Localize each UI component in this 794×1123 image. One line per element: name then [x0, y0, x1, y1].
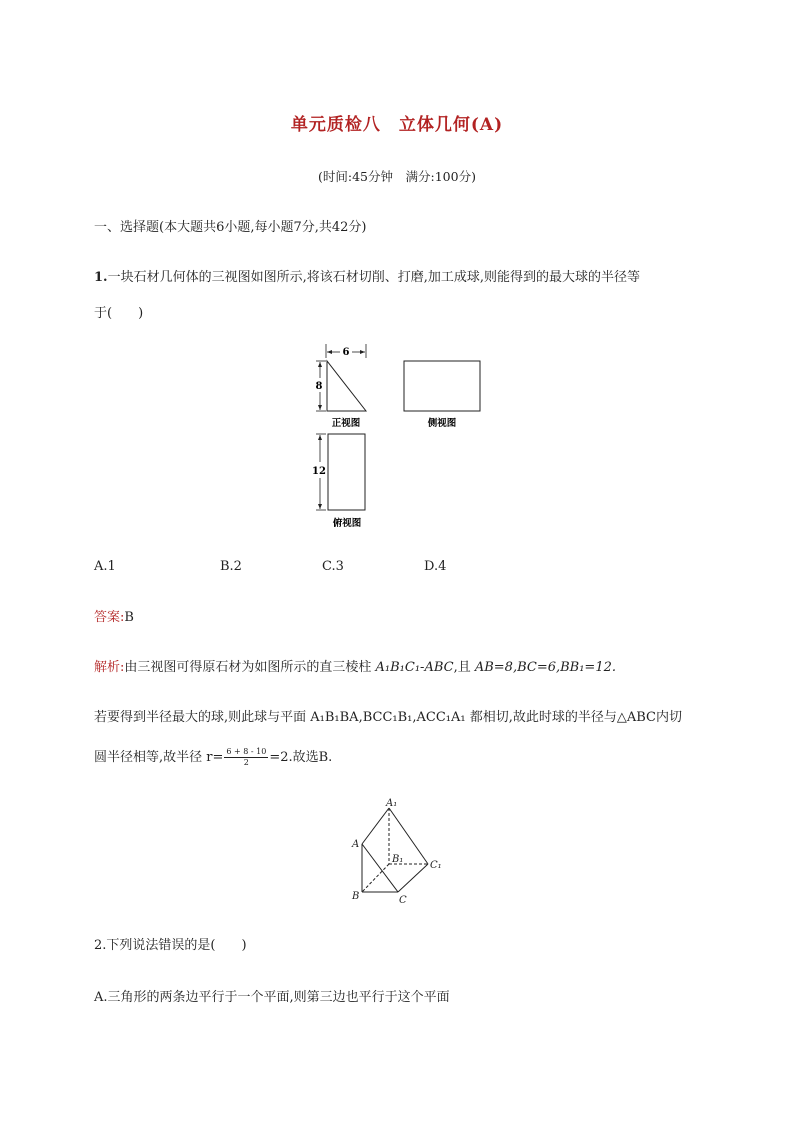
three-view-figure — [290, 340, 500, 540]
vertex-c1-label: C₁ — [430, 860, 442, 871]
question-1-line-2: 于( ) — [94, 306, 144, 321]
question-2-text: 下列说法错误的是( ) — [106, 938, 247, 953]
question-2 — [94, 934, 247, 953]
vertex-a1-label: A₁ — [386, 798, 398, 809]
question-1-line-1 — [94, 266, 640, 285]
vertex-b-label: B — [352, 891, 360, 902]
dimension-height-label: 8 — [315, 381, 323, 392]
vertex-b1-label: B₁ — [392, 854, 404, 865]
analysis-line-3: 圆半径相等,故半径 r= $\frac{6 + 8 - 10}{2}$ =2.故选B. — [94, 747, 333, 767]
vertex-c-label: C — [399, 895, 407, 906]
dimension-depth-label: 12 — [312, 466, 326, 477]
option-b[interactable]: B.2 — [220, 559, 242, 574]
question-2-number: 2. — [94, 938, 107, 953]
answer-value: B — [124, 610, 134, 625]
option-d[interactable]: D.4 — [424, 559, 447, 574]
dimension-depth — [312, 434, 326, 510]
analysis-label: 解析: — [94, 660, 125, 675]
top-view-rectangle — [328, 434, 365, 510]
question-1-text: 一块石材几何体的三视图如图所示,将该石材切削、打磨,加工成球,则能得到的最大球的半径等 — [107, 270, 640, 285]
analysis-line-1: 解析:由三视图可得原石材为如图所示的直三棱柱 A₁B₁C₁-ABC,且 AB=8,BC=6,BB₁=12. — [94, 660, 617, 675]
prism-figure — [340, 796, 460, 908]
option-c[interactable]: C.3 — [322, 559, 344, 574]
dimension-width — [326, 344, 366, 358]
radius-fraction: $\frac{6 + 8 - 10}{2}$ — [226, 747, 267, 767]
dimension-height — [316, 361, 326, 411]
front-view-label: 正视图 — [331, 418, 361, 429]
front-view-triangle — [327, 361, 366, 411]
prism-name: A₁B₁C₁-ABC — [375, 660, 454, 675]
exam-info: (时间:45分钟 满分:100分) — [318, 169, 476, 184]
answer-label: 答案: — [94, 610, 125, 625]
question-2-option-a[interactable]: A.三角形的两条边平行于一个平面,则第三边也平行于这个平面 — [94, 990, 450, 1005]
dimension-width-label: 6 — [342, 347, 350, 358]
side-view-label: 侧视图 — [427, 418, 457, 429]
top-view-label: 俯视图 — [332, 518, 362, 529]
section-heading: 一、选择题(本大题共6小题,每小题7分,共42分) — [94, 220, 367, 235]
side-view-rectangle — [404, 361, 480, 411]
page-title: 单元质检八 立体几何(A) — [290, 115, 504, 135]
analysis-line-2: 若要得到半径最大的球,则此球与平面 A₁B₁BA,BCC₁B₁,ACC₁A₁ 都相切,故此时球的半径与△ABC内切 — [94, 710, 682, 725]
answer — [94, 606, 134, 625]
option-a[interactable]: A.1 — [94, 559, 116, 574]
question-1-number: 1. — [94, 270, 108, 285]
vertex-a-label: A — [352, 839, 360, 850]
